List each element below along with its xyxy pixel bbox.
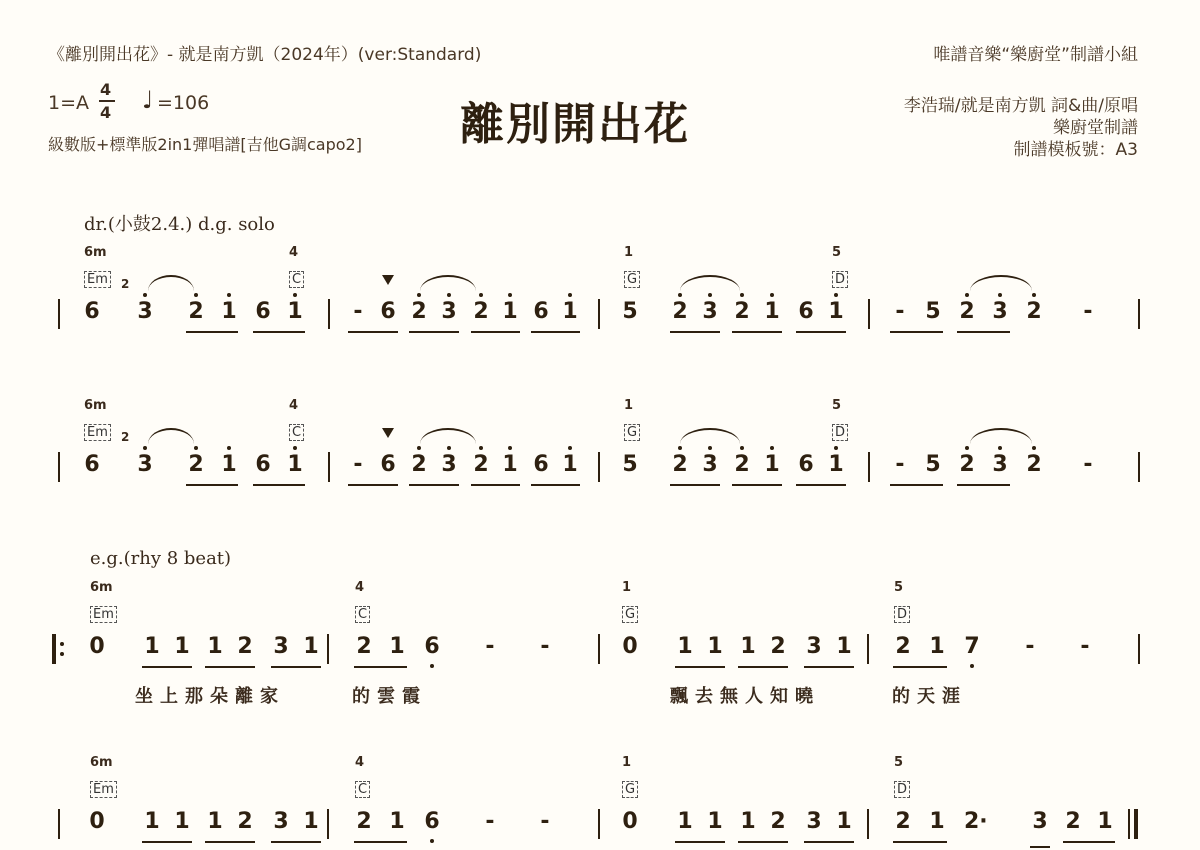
note: 2 — [770, 809, 786, 834]
beam-underline — [804, 666, 854, 668]
section-label-intro: dr.(小鼓2.4.) d.g. solo — [84, 214, 275, 235]
octave-up-dot — [1032, 446, 1036, 450]
time-signature-line — [99, 100, 115, 102]
grace-note: 2 — [121, 430, 130, 444]
chord-degree: 5 — [894, 580, 904, 595]
note: 2· — [964, 809, 988, 834]
octave-up-dot — [1032, 293, 1036, 297]
octave-up-dot — [479, 293, 483, 297]
chord-degree: 1 — [622, 580, 632, 595]
repeat-start-barline — [52, 634, 56, 664]
note: 2 — [1026, 452, 1042, 477]
chord-symbol: Em — [90, 781, 117, 798]
note: 0 — [622, 809, 638, 834]
octave-up-dot — [417, 446, 421, 450]
note: - — [895, 299, 905, 324]
note: - — [1025, 634, 1035, 659]
octave-up-dot — [143, 293, 147, 297]
chord-degree: 6m — [90, 580, 113, 595]
note: 6 — [798, 299, 814, 324]
note: 1 — [174, 634, 190, 659]
note: 2 — [1065, 809, 1081, 834]
octave-up-dot — [834, 446, 838, 450]
note: 1 — [207, 809, 223, 834]
octave-up-dot — [740, 293, 744, 297]
beam-underline — [253, 331, 305, 333]
beam-underline — [890, 331, 943, 333]
slur — [970, 428, 1032, 444]
note: 1 — [562, 452, 578, 477]
chord-symbol: G — [622, 781, 638, 798]
note: - — [485, 634, 495, 659]
note: 2 — [188, 452, 204, 477]
note: 2 — [237, 634, 253, 659]
chord-symbol: C — [289, 271, 304, 288]
note: 6 — [798, 452, 814, 477]
chord-symbol: C — [355, 781, 370, 798]
note: 1 — [707, 809, 723, 834]
barline — [598, 809, 600, 839]
note: 0 — [622, 634, 638, 659]
octave-up-dot — [708, 446, 712, 450]
note: 5 — [622, 299, 638, 324]
note: 2 — [473, 299, 489, 324]
chord-degree: 5 — [832, 245, 842, 260]
note: 6 — [380, 299, 396, 324]
note: 3 — [273, 809, 289, 834]
note: 1 — [740, 809, 756, 834]
beam-underline — [531, 484, 580, 486]
octave-down-dot — [970, 664, 974, 668]
beam-underline — [957, 484, 1010, 486]
chord-degree: 6m — [90, 755, 113, 770]
note: 2 — [734, 452, 750, 477]
note: 0 — [89, 809, 105, 834]
note: 6 — [424, 809, 440, 834]
note: 5 — [925, 452, 941, 477]
lyric-line-1: 坐上那朵離家 — [135, 686, 285, 707]
octave-up-dot — [227, 446, 231, 450]
chord-symbol: Em — [90, 606, 117, 623]
repeat-dot — [60, 642, 64, 646]
chord-symbol: G — [624, 271, 640, 288]
note: 1 — [764, 452, 780, 477]
note: - — [353, 452, 363, 477]
lyric-line-4: 的天涯 — [892, 686, 967, 707]
beam-underline — [738, 666, 788, 668]
beam-underline — [804, 841, 854, 843]
beam-underline — [1063, 841, 1115, 843]
note: 1 — [287, 299, 303, 324]
chord-symbol: G — [624, 424, 640, 441]
chord-degree: 6m — [84, 398, 107, 413]
note: 6 — [255, 299, 271, 324]
beam-underline — [670, 331, 720, 333]
beam-underline — [471, 331, 520, 333]
note: 6 — [380, 452, 396, 477]
barline — [1138, 634, 1140, 664]
note: 1 — [677, 634, 693, 659]
chord-degree: 4 — [355, 580, 365, 595]
beam-underline — [531, 331, 580, 333]
lyric-line-2: 的雲霞 — [352, 686, 427, 707]
credits-line-3: 制譜模板號：A3 — [1013, 140, 1138, 160]
note: 1 — [562, 299, 578, 324]
note: 6 — [84, 299, 100, 324]
beam-underline — [796, 331, 846, 333]
note: 1 — [303, 809, 319, 834]
beam-underline — [675, 841, 725, 843]
octave-up-dot — [998, 293, 1002, 297]
slur — [680, 275, 740, 291]
note: 3 — [992, 452, 1008, 477]
note: 1 — [144, 809, 160, 834]
octave-down-dot — [430, 839, 434, 843]
note: - — [1083, 452, 1093, 477]
chord-symbol: D — [894, 781, 910, 798]
note: 2 — [770, 634, 786, 659]
note: 6 — [255, 452, 271, 477]
note: 2 — [672, 452, 688, 477]
octave-up-dot — [194, 446, 198, 450]
beam-underline — [1030, 846, 1050, 848]
note: 1 — [389, 809, 405, 834]
barline — [1138, 299, 1140, 329]
note: - — [895, 452, 905, 477]
note: 1 — [221, 452, 237, 477]
note: 1 — [221, 299, 237, 324]
note: 2 — [237, 809, 253, 834]
octave-up-dot — [479, 446, 483, 450]
barline — [867, 809, 869, 839]
beam-underline — [409, 484, 459, 486]
chord-symbol: G — [622, 606, 638, 623]
chord-degree: 1 — [622, 755, 632, 770]
note: 3 — [702, 299, 718, 324]
key-signature: 1=A — [48, 92, 90, 114]
note: 2 — [411, 299, 427, 324]
note: 1 — [303, 634, 319, 659]
beam-underline — [186, 484, 238, 486]
note: 7 — [964, 634, 980, 659]
chord-symbol: D — [832, 271, 848, 288]
accent-marker-icon — [382, 428, 394, 438]
beam-underline — [271, 666, 321, 668]
beam-underline — [354, 841, 407, 843]
note: 3 — [702, 452, 718, 477]
chord-degree: 1 — [624, 398, 634, 413]
chord-degree: 4 — [355, 755, 365, 770]
octave-up-dot — [143, 446, 147, 450]
beam-underline — [732, 331, 782, 333]
beam-underline — [354, 666, 407, 668]
beam-underline — [142, 841, 192, 843]
beam-underline — [675, 666, 725, 668]
time-signature-top: 4 — [100, 80, 112, 99]
slur — [680, 428, 740, 444]
octave-up-dot — [568, 446, 572, 450]
chord-symbol: C — [289, 424, 304, 441]
note: 0 — [89, 634, 105, 659]
note: 6 — [424, 634, 440, 659]
note: 1 — [764, 299, 780, 324]
chord-symbol: Em — [84, 271, 111, 288]
octave-up-dot — [965, 293, 969, 297]
beam-underline — [205, 841, 255, 843]
note: 6 — [84, 452, 100, 477]
octave-up-dot — [293, 446, 297, 450]
note: 2 — [672, 299, 688, 324]
note: 2 — [895, 634, 911, 659]
note: 2 — [188, 299, 204, 324]
note: - — [540, 809, 550, 834]
note: 1 — [1097, 809, 1113, 834]
note: 1 — [828, 452, 844, 477]
chord-degree: 5 — [832, 398, 842, 413]
note: 2 — [473, 452, 489, 477]
note: 5 — [622, 452, 638, 477]
arranger-group: 唯譜音樂“樂廚堂”制譜小組 — [933, 45, 1138, 65]
beam-underline — [186, 331, 238, 333]
note: 1 — [207, 634, 223, 659]
tempo: =106 — [157, 92, 210, 114]
barline — [1128, 809, 1130, 839]
barline — [598, 452, 600, 482]
note: 2 — [1026, 299, 1042, 324]
note: 1 — [929, 634, 945, 659]
chord-symbol: C — [355, 606, 370, 623]
repeat-dot — [60, 652, 64, 656]
note: 6 — [533, 299, 549, 324]
note: 1 — [929, 809, 945, 834]
note: - — [540, 634, 550, 659]
beam-underline — [142, 666, 192, 668]
note: 6 — [533, 452, 549, 477]
credits-line-2: 樂廚堂制譜 — [1053, 118, 1138, 138]
note: 1 — [740, 634, 756, 659]
barline — [58, 809, 60, 839]
note: 3 — [992, 299, 1008, 324]
barline — [328, 299, 330, 329]
barline — [58, 452, 60, 482]
beam-underline — [271, 841, 321, 843]
octave-up-dot — [227, 293, 231, 297]
beam-underline — [670, 484, 720, 486]
octave-up-dot — [194, 293, 198, 297]
credits-line-1: 李浩瑞/就是南方凱 詞&曲/原唱 — [903, 96, 1138, 116]
octave-up-dot — [568, 293, 572, 297]
note: 1 — [836, 809, 852, 834]
octave-up-dot — [965, 446, 969, 450]
note: 1 — [836, 634, 852, 659]
edition-label: 級數版+標準版2in1彈唱譜[吉他G調capo2] — [48, 135, 362, 154]
chord-degree: 5 — [894, 755, 904, 770]
chord-symbol: D — [894, 606, 910, 623]
octave-up-dot — [708, 293, 712, 297]
beam-underline — [732, 484, 782, 486]
beam-underline — [409, 331, 459, 333]
barline — [327, 809, 329, 839]
slur — [420, 275, 476, 291]
slur — [148, 275, 194, 291]
barline — [598, 634, 600, 664]
octave-up-dot — [508, 293, 512, 297]
barline — [867, 634, 869, 664]
song-info-line: 《離別開出花》- 就是南方凱（2024年）(ver:Standard) — [48, 45, 482, 65]
octave-up-dot — [770, 446, 774, 450]
note: 5 — [925, 299, 941, 324]
note: 1 — [502, 299, 518, 324]
note: 1 — [174, 809, 190, 834]
beam-underline — [348, 331, 398, 333]
beam-underline — [471, 484, 520, 486]
note: 2 — [356, 634, 372, 659]
octave-up-dot — [740, 446, 744, 450]
section-label-verse: e.g.(rhy 8 beat) — [90, 548, 232, 569]
slur — [148, 428, 194, 444]
note: - — [1080, 634, 1090, 659]
note: 1 — [828, 299, 844, 324]
beam-underline — [205, 666, 255, 668]
note: 1 — [144, 634, 160, 659]
barline — [868, 299, 870, 329]
octave-up-dot — [678, 446, 682, 450]
chord-degree: 6m — [84, 245, 107, 260]
beam-underline — [957, 331, 1010, 333]
octave-up-dot — [998, 446, 1002, 450]
barline — [1138, 452, 1140, 482]
octave-up-dot — [770, 293, 774, 297]
note: - — [353, 299, 363, 324]
chord-symbol: Em — [84, 424, 111, 441]
octave-up-dot — [834, 293, 838, 297]
chord-degree: 1 — [624, 245, 634, 260]
quarter-note-icon: ♩ — [142, 86, 154, 114]
note: - — [485, 809, 495, 834]
note: 3 — [441, 452, 457, 477]
octave-up-dot — [508, 446, 512, 450]
chord-degree: 4 — [289, 398, 299, 413]
note: 3 — [1032, 809, 1048, 834]
barline — [328, 452, 330, 482]
octave-down-dot — [430, 664, 434, 668]
note: 2 — [356, 809, 372, 834]
barline — [868, 452, 870, 482]
note: 1 — [389, 634, 405, 659]
time-signature-bottom: 4 — [100, 103, 112, 122]
note: 3 — [137, 299, 153, 324]
note: 3 — [806, 809, 822, 834]
barline — [598, 299, 600, 329]
beam-underline — [893, 841, 947, 843]
note: 1 — [287, 452, 303, 477]
note: 1 — [502, 452, 518, 477]
octave-up-dot — [678, 293, 682, 297]
grace-note: 2 — [121, 277, 130, 291]
octave-up-dot — [417, 293, 421, 297]
beam-underline — [738, 841, 788, 843]
barline — [327, 634, 329, 664]
note: 2 — [959, 299, 975, 324]
note: 3 — [273, 634, 289, 659]
note: 3 — [806, 634, 822, 659]
beam-underline — [253, 484, 305, 486]
octave-up-dot — [293, 293, 297, 297]
page-title: 離別開出花 — [460, 99, 690, 150]
octave-up-dot — [447, 446, 451, 450]
note: 2 — [411, 452, 427, 477]
beam-underline — [348, 484, 398, 486]
note: 2 — [895, 809, 911, 834]
accent-marker-icon — [382, 275, 394, 285]
octave-up-dot — [447, 293, 451, 297]
note: 2 — [734, 299, 750, 324]
beam-underline — [890, 484, 943, 486]
note: 1 — [707, 634, 723, 659]
slur — [970, 275, 1032, 291]
beam-underline — [893, 666, 947, 668]
note: 3 — [441, 299, 457, 324]
final-barline — [1134, 809, 1138, 839]
chord-symbol: D — [832, 424, 848, 441]
barline — [58, 299, 60, 329]
note: 1 — [677, 809, 693, 834]
lyric-line-3: 飄去無人知曉 — [670, 686, 820, 707]
note: - — [1083, 299, 1093, 324]
chord-degree: 4 — [289, 245, 299, 260]
beam-underline — [796, 484, 846, 486]
note: 3 — [137, 452, 153, 477]
note: 2 — [959, 452, 975, 477]
slur — [420, 428, 476, 444]
